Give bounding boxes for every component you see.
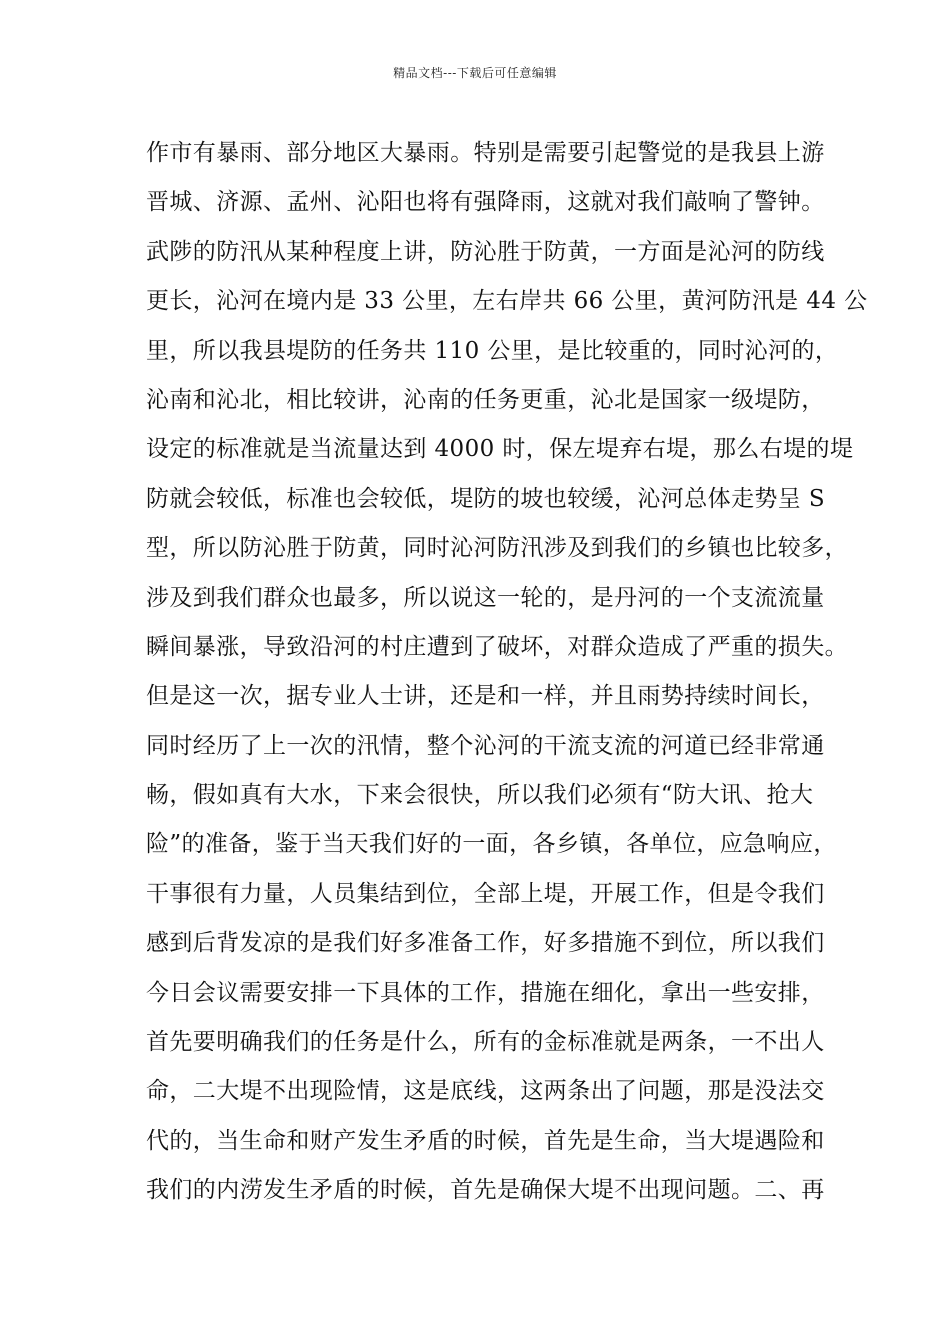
text-line: 同时经历了上一次的汛情，整个沁河的干流支流的河道已经非常通: [146, 732, 825, 759]
text-line: 代的，当生命和财产发生矛盾的时候，首先是生命，当大堤遇险和: [146, 1127, 825, 1154]
text-line: 防就会较低，标准也会较低，堤防的坡也较缓，沁河总体走势呈 S: [146, 485, 826, 512]
text-line: 作市有暴雨、部分地区大暴雨。特别是需要引起警觉的是我县上游: [146, 140, 825, 166]
text-line: 但是这一次，据专业人士讲，还是和一样，并且雨势持续时间长，: [146, 683, 825, 710]
text-line: 涉及到我们群众也最多，所以说这一轮的，是丹河的一个支流流量: [146, 584, 825, 611]
text-line: 瞬间暴涨，导致沿河的村庄遭到了破坏，对群众造成了严重的损失。: [146, 633, 848, 660]
text-line: 我们的内涝发生矛盾的时候，首先是确保大堤不出现问题。二、再: [146, 1177, 825, 1204]
page-header: 精品文档---下载后可任意编辑: [393, 66, 557, 80]
text-line: 更长，沁河在境内是 33 公里，左右岸共 66 公里，黄河防汛是 44 公: [146, 288, 868, 315]
text-line: 晋城、济源、孟州、沁阳也将有强降雨，这就对我们敲响了警钟。: [146, 189, 825, 216]
text-line: 今日会议需要安排一下具体的工作，措施在细化，拿出一些安排，: [146, 979, 825, 1006]
text-line: 里，所以我县堤防的任务共 110 公里，是比较重的，同时沁河的，: [146, 337, 839, 364]
text-line: 命，二大堤不出现险情，这是底线，这两条出了问题，那是没法交: [146, 1078, 825, 1105]
text-line: 干事很有力量，人员集结到位，全部上堤，开展工作，但是令我们: [146, 880, 825, 907]
text-line: 武陟的防汛从某种程度上讲，防沁胜于防黄，一方面是沁河的防线: [146, 238, 825, 265]
text-line: 险”的准备，鉴于当天我们好的一面，各乡镇，各单位，应急响应，: [146, 831, 837, 858]
document-body: [146, 131, 868, 1218]
text-line: 沁南和沁北，相比较讲，沁南的任务更重，沁北是国家一级堤防，: [146, 386, 825, 413]
text-line: 畅，假如真有大水，下来会很快，所以我们必须有“防大讯、抢大: [146, 782, 814, 809]
text-line: 首先要明确我们的任务是什么，所有的金标准就是两条，一不出人: [146, 1029, 825, 1056]
text-line: 设定的标准就是当流量达到 4000 时，保左堤弃右堤，那么右堤的堤: [146, 436, 854, 463]
text-line: 型，所以防沁胜于防黄，同时沁河防汛涉及到我们的乡镇也比较多，: [146, 535, 848, 562]
text-line: 感到后背发凉的是我们好多准备工作，好多措施不到位，所以我们: [146, 930, 825, 957]
